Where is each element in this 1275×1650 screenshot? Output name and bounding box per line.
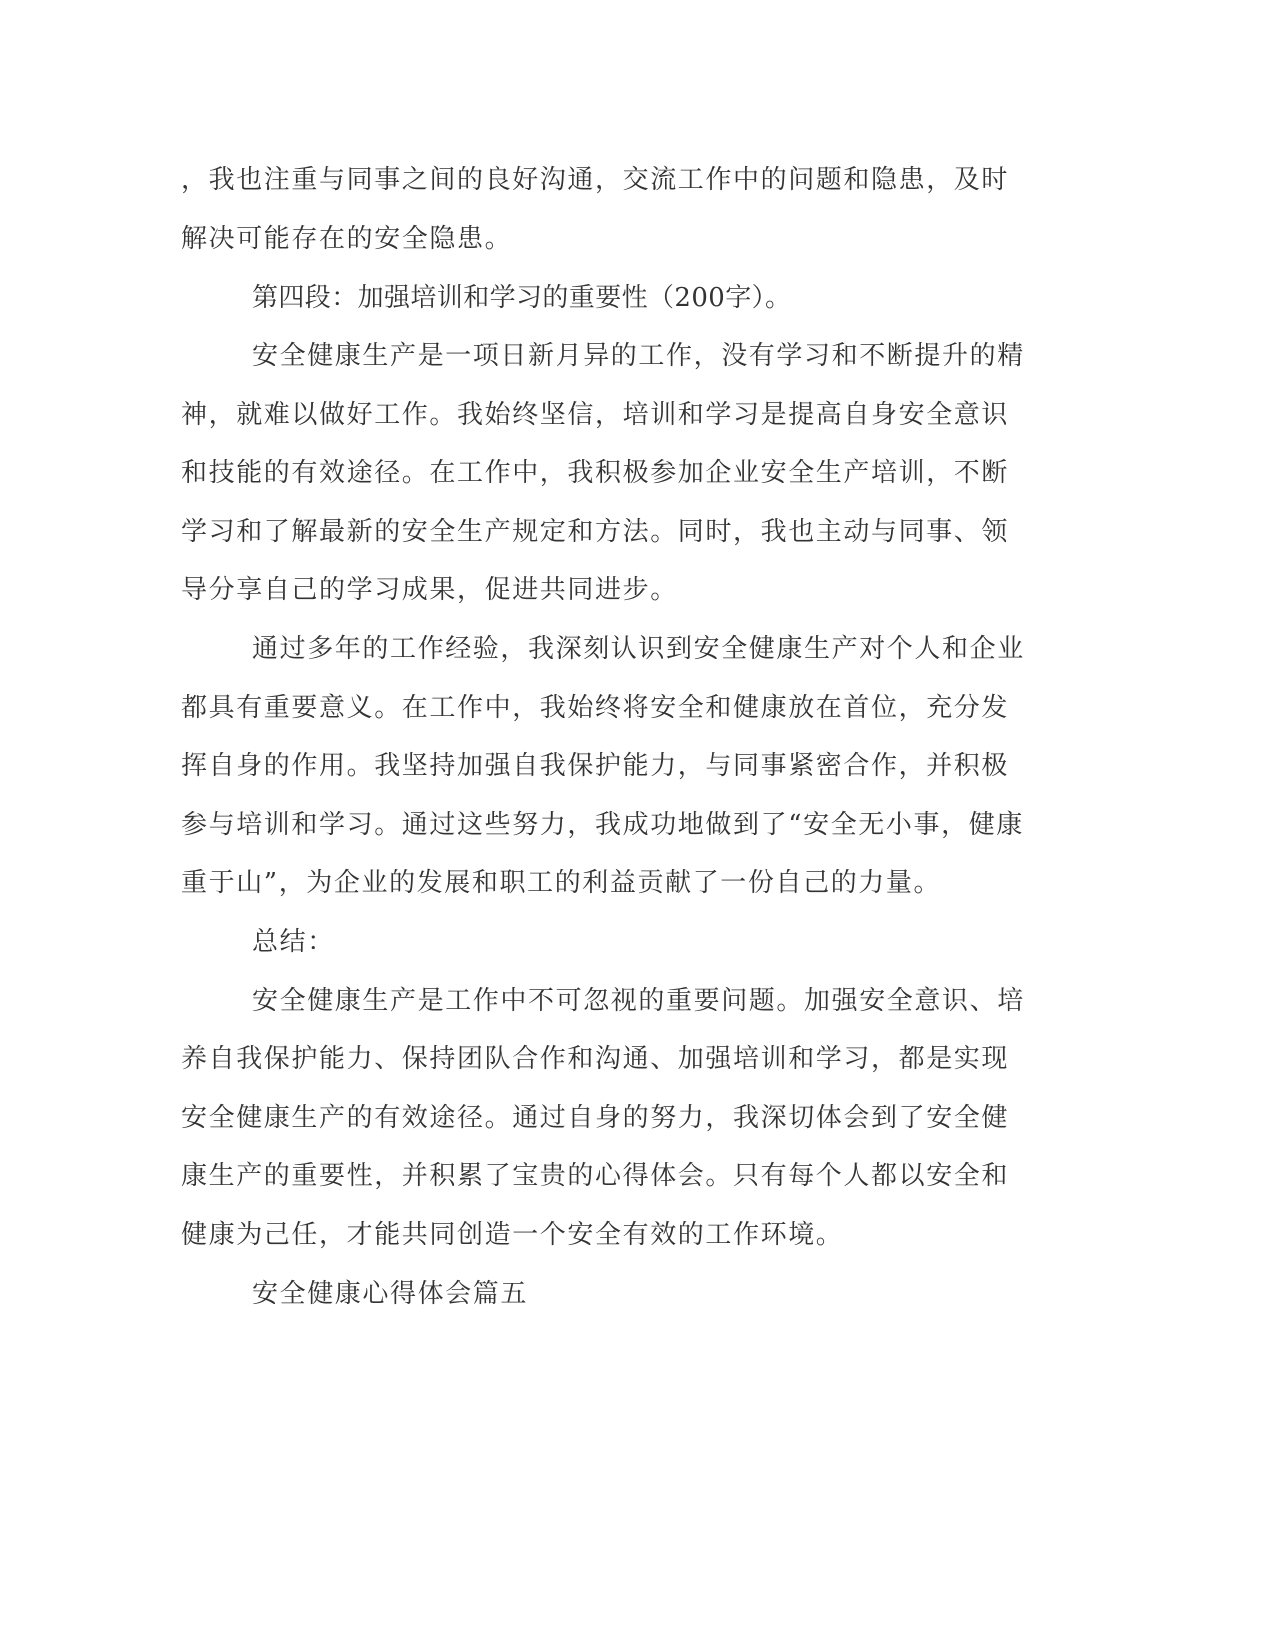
paragraph-6-line-5: 健康为己任，才能共同创造一个安全有效的工作环境。	[181, 1220, 844, 1250]
paragraph-3-line-3: 和技能的有效途径。在工作中，我积极参加企业安全生产培训，不断	[181, 458, 1010, 488]
paragraph-4-line-5: 重于山”，为企业的发展和职工的利益贡献了一份自己的力量。	[181, 868, 942, 898]
paragraph-6-line-2: 养自我保护能力、保持团队合作和沟通、加强培训和学习，都是实现	[181, 1044, 1010, 1074]
paragraph-4-line-3: 挥自身的作用。我坚持加强自我保护能力，与同事紧密合作，并积极	[181, 751, 1010, 781]
paragraph-3-line-5: 导分享自己的学习成果，促进共同进步。	[181, 575, 678, 605]
paragraph-3-line-2: 神，就难以做好工作。我始终坚信，培训和学习是提高自身安全意识	[181, 400, 1010, 430]
paragraph-3-line-4: 学习和了解最新的安全生产规定和方法。同时，我也主动与同事、领	[181, 517, 1010, 547]
paragraph-6-line-4: 康生产的重要性，并积累了宝贵的心得体会。只有每个人都以安全和	[181, 1161, 1010, 1191]
paragraph-4-line-2: 都具有重要意义。在工作中，我始终将安全和健康放在首位，充分发	[181, 693, 1010, 723]
paragraph-6-line-3: 安全健康生产的有效途径。通过自身的努力，我深切体会到了安全健	[181, 1103, 1010, 1133]
article-title-part-5: 安全健康心得体会篇五	[252, 1279, 529, 1309]
paragraph-6-line-1: 安全健康生产是工作中不可忽视的重要问题。加强安全意识、培	[252, 986, 1025, 1016]
paragraph-1-line-1: ，我也注重与同事之间的良好沟通，交流工作中的问题和隐患，及时	[181, 165, 1010, 195]
section-heading-4: 第四段：加强培训和学习的重要性（200字）。	[252, 283, 792, 313]
summary-heading: 总结：	[252, 927, 335, 957]
paragraph-1-line-2: 解决可能存在的安全隐患。	[181, 224, 513, 254]
paragraph-4-line-1: 通过多年的工作经验，我深刻认识到安全健康生产对个人和企业	[252, 634, 1025, 664]
paragraph-3-line-1: 安全健康生产是一项日新月异的工作，没有学习和不断提升的精	[252, 341, 1025, 371]
paragraph-4-line-4: 参与培训和学习。通过这些努力，我成功地做到了“安全无小事，健康	[181, 810, 1024, 840]
